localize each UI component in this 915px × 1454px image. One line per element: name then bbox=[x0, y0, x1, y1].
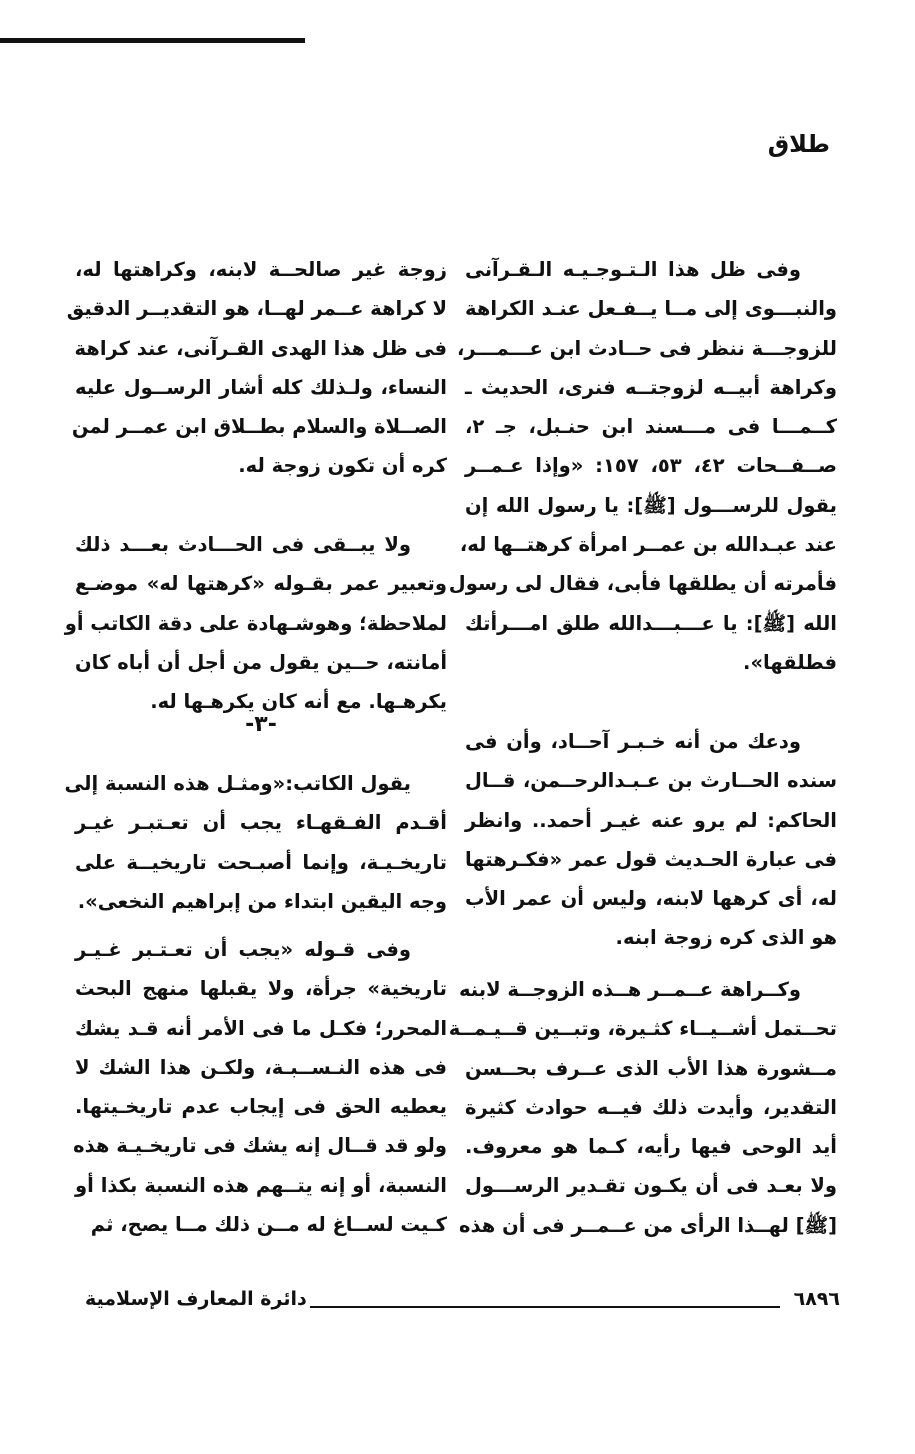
text-line: الحاكم: لم يرو عنه غيـر أحمد.. وانظر bbox=[465, 808, 837, 832]
scan-edge-bar bbox=[0, 38, 305, 43]
footer-rule bbox=[310, 1306, 780, 1308]
text-line: الله [ﷺ]: يا عـــبـــدالله طلق امـــرأتك bbox=[465, 611, 837, 635]
text-line: كـيت لســاغ له مــن ذلك مــا يصح، ثم bbox=[90, 1213, 447, 1237]
text-line: وفى قـوله «يجب أن تعـتـبر غـيـر bbox=[75, 938, 411, 961]
paragraph bbox=[448, 970, 837, 1245]
text-line: عند عبـدالله بن عمــر امرأة كرهتــها له، bbox=[459, 533, 837, 557]
text-line: النساء، ولـذلك كله أشار الرســول عليه bbox=[75, 375, 447, 399]
text-line: الصــلاة والسلام بطــلاق ابن عمــر لمن bbox=[71, 415, 447, 439]
text-line: ولو قد قــال إنه يشك فى تاريخـيـة هذه bbox=[73, 1134, 447, 1158]
text-line: سنده الحــارث بن عـبـدالرحــمن، قــال bbox=[465, 769, 837, 793]
text-line: فى عبارة الحـديث قول عمر «فكـرهتها bbox=[465, 847, 837, 871]
text-line: فى هذه النـســبـة، ولكـن هذا الشك لا bbox=[75, 1055, 447, 1079]
page-number: ٦٨٩٦ bbox=[793, 1288, 840, 1310]
text-line: مــشورة هذا الأب الذى عــرف بحــسن bbox=[465, 1056, 837, 1080]
text-line: وتعبير عمر بقـوله «كرهتها له» موضـع bbox=[75, 572, 447, 596]
text-line: التقدير، وأيدت ذلك فيــه حوادث كثيرة bbox=[465, 1095, 837, 1119]
paragraph bbox=[64, 764, 447, 921]
text-line: صــفــحات ٤٢، ٥٣، ١٥٧: «وإذا عـمــر bbox=[465, 454, 837, 478]
text-line: وكــراهة عــمــر هــذه الزوجــة لابنه bbox=[458, 978, 801, 1001]
text-line: أقـدم الفـقهـاء يجب أن تعـتبـر غيـر bbox=[75, 811, 447, 835]
text-line: ولا يبــقى فى الحـــادث بعـــد ذلك bbox=[75, 533, 411, 556]
text-line: لا كراهة عــمر لهــا، هو التقديــر الدقيق bbox=[66, 297, 447, 321]
text-line: فطلقها». bbox=[743, 650, 837, 674]
section-marker: -٣- bbox=[245, 712, 277, 737]
paragraph bbox=[465, 722, 837, 958]
text-line: يقول الكاتب:«ومثـل هذه النسبة إلى bbox=[64, 772, 411, 795]
text-line: وكراهة أبيــه لزوجتــه فنرى، الحديث ـ bbox=[465, 375, 837, 399]
text-line: هو الذى كره زوجة ابنه. bbox=[615, 926, 837, 950]
text-line: وفى ظل هذا الـتـوجـيـه الـقـرآنى bbox=[465, 258, 801, 281]
text-line: يعطيه الحق فى إيجاب عدم تاريخـيتها. bbox=[75, 1095, 447, 1119]
text-line: كــمـــا فى مـــسند ابن حنـبل، جـ ٢، bbox=[465, 415, 837, 439]
page-footer bbox=[85, 1288, 840, 1324]
text-line: فأمرته أن يطلقها فأبى، فقال لى رسول bbox=[448, 572, 837, 596]
text-line: له، أى كرهها لابنه، وليس أن عمر الأب bbox=[465, 887, 837, 911]
text-line: [ﷺ] لهــذا الرأى من عــمــر فى أن هذه bbox=[459, 1213, 837, 1237]
text-line: لملاحظة؛ وهوشـهادة على دقة الكاتب أو bbox=[64, 611, 447, 635]
page-header-title: طلاق bbox=[767, 130, 830, 158]
paragraph bbox=[448, 250, 837, 682]
text-line: ولا بعـد فى أن يكـون تقـدير الرســـول bbox=[465, 1174, 837, 1198]
text-line: كره أن تكون زوجة له. bbox=[238, 454, 447, 478]
text-line: أيد الوحى فيها رأيه، كـما هو معروف. bbox=[465, 1135, 837, 1159]
text-line: أمانته، حــين يقول من أجل أن أباه كان bbox=[75, 650, 447, 674]
text-line: المحرر؛ فكـل ما فى الأمر أنه قـد يشك bbox=[75, 1016, 447, 1040]
text-line: فى ظل هذا الهدى القـرآنى، عند كراهة bbox=[74, 336, 447, 360]
text-line: يقول للرســـول [ﷺ]: يا رسول الله إن bbox=[465, 493, 837, 517]
text-line: للزوجـــة ننظر فى حــادث ابن عـــمـــر، bbox=[456, 336, 837, 360]
paragraph bbox=[64, 525, 447, 721]
text-line: وجه اليقين ابتداء من إبراهيم النخعى». bbox=[77, 889, 447, 913]
paragraph bbox=[66, 250, 447, 486]
text-line: ودعك من أنه خـبـر آحــاد، وأن فى bbox=[465, 730, 801, 753]
text-line: والنبـــوى إلى مــا يــفـعل عنـد الكراهة bbox=[465, 297, 837, 321]
text-line: تاريخـيـة، وإنما أصبـحت تاريخيــة على bbox=[75, 850, 447, 874]
text-line: تحــتمل أشــيــاء كثـيرة، وتبــين قــيـمــة bbox=[448, 1017, 837, 1041]
paragraph bbox=[75, 930, 447, 1244]
text-line: زوجة غير صالحــة لابنه، وكراهتها له، bbox=[75, 258, 447, 281]
text-line: تاريخية» جرأة، ولا يقبلها منهج البحث bbox=[75, 977, 447, 1001]
text-line: النسبة، أو إنه يتــهم هذه النسبة بكذا أو bbox=[75, 1173, 447, 1197]
text-line: يكرهـها. مع أنه كان يكرهـها له. bbox=[150, 690, 447, 714]
publication-title: دائرة المعارف الإسلامية bbox=[85, 1288, 307, 1310]
